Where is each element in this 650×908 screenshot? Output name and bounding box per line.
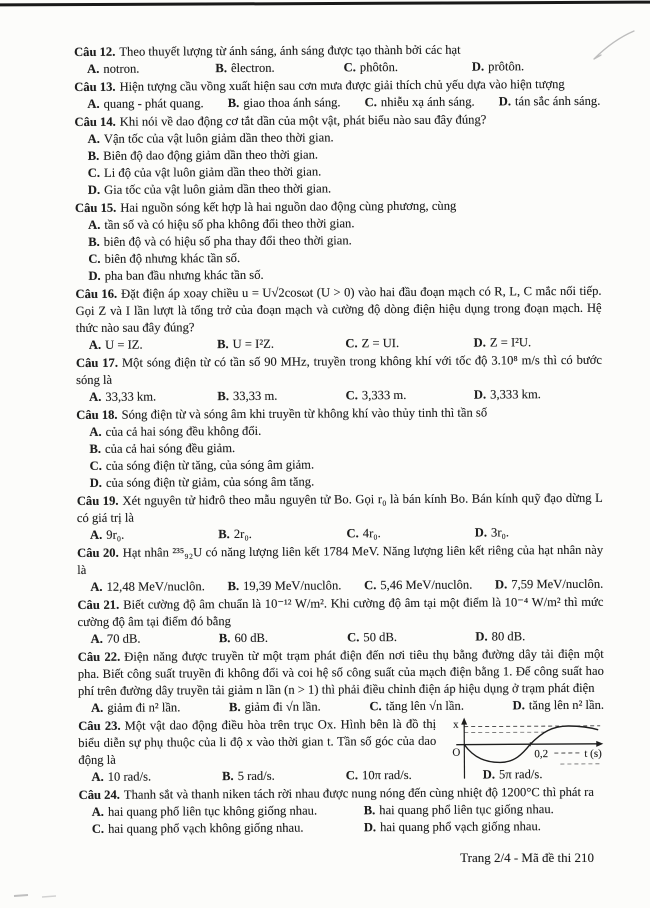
option-a: A. notron. (87, 61, 140, 76)
question-19 (77, 490, 603, 544)
graph-y-label: x (453, 718, 459, 731)
option-d: D. prôtôn. (471, 59, 525, 74)
options-row (78, 697, 604, 717)
exam-content (74, 41, 605, 839)
option-c: C. nhiễu xạ ánh sáng. (364, 94, 475, 110)
option-d: D. 7,59 MeV/nuclôn. (494, 576, 604, 592)
option-c: C. phôtôn. (343, 60, 399, 75)
option-d: D. 5π rad/s. (482, 767, 543, 782)
question-text (76, 352, 602, 389)
question-body: Xét nguyên tử hiđrô theo mẫu nguyên tử Bo. Gọi r₀ là bán kính Bo. Bán kính quỹ đạo dừng L có giá trị là (76, 490, 603, 525)
graph-tick-label: 0,2 (534, 748, 549, 761)
option-b: B. Biên độ dao động giảm dần theo thời gian. (87, 147, 319, 163)
option-b: B. 19,39 MeV/nuclôn. (227, 578, 342, 594)
option-c: C. của sóng điện từ tăng, của sóng âm giảm. (89, 457, 315, 473)
option-c: C. 3,333 m. (345, 387, 407, 403)
question-body: Điện năng được truyền từ một trạm phát điện đến nơi tiêu thụ bằng đường dây tải điện một pha. Biết công suất truyền đi không đổi và coi hệ số công suất của mạch điện bằng 1. Để công suất hao phí trên đường dây truyền tải giảm n lần (n > 1) thì phải điều chỉnh điện áp hiệu dụng ở trạm phát điện (77, 646, 604, 698)
question-21 (77, 594, 603, 648)
scan-edge-line (0, 1, 650, 7)
options-grid (79, 801, 605, 838)
option-b: B. giao thoa ánh sáng. (227, 95, 341, 111)
option-b: B. giảm đi √n lần. (228, 699, 321, 715)
option-a: A. tần số và có hiệu số pha không đổi theo thời gian. (88, 216, 355, 232)
option-c: C. 5,46 MeV/nuclôn. (364, 577, 473, 593)
question-18 (76, 404, 603, 492)
scan-smudge-bottom-left (12, 891, 72, 901)
option-d: D. Z = I²U. (473, 335, 532, 350)
option-d: D. 3r₀. (474, 525, 510, 540)
option-a: A. 33,33 km. (89, 389, 157, 404)
question-body: Thanh sắt và thanh niken tách rời nhau được nung nóng đến cùng nhiệt độ 1200°C thì phát ra (123, 784, 594, 802)
option-d: D. 80 dB. (475, 629, 526, 644)
question-number: Câu 20. (77, 545, 119, 560)
question-text (78, 646, 604, 700)
option-a: A. của cả hai sóng đều không đổi. (89, 423, 262, 439)
question-body: Đặt điện áp xoay chiều u = U√2cosωt (U > 0) vào hai đầu đoạn mạch có R, L, C mắc nối tiếp. Gọi Z và I lần lượt là tổng trở của đoạn mạch và cường độ dòng điện hiệu dụng trong đoạn mạch. Hệ thức nào sau đây đúng? (75, 283, 602, 335)
option-b: B. hai quang phổ liên tục giống nhau. (363, 802, 554, 818)
option-b: B. của cả hai sóng đều giảm. (89, 441, 236, 456)
question-number: Câu 24. (78, 787, 120, 802)
options-list (75, 214, 601, 285)
option-a: A. U = IZ. (88, 337, 143, 352)
question-number: Câu 19. (76, 493, 119, 508)
displacement-time-graph (450, 716, 610, 783)
option-c: C. 4r₀. (346, 526, 381, 541)
question-body: Khi nói về dao động cơ tắt dần của một vật, phát biểu nào sau đây đúng? (119, 112, 487, 129)
question-number: Câu 23. (78, 718, 121, 733)
option-a: A. 70 dB. (90, 631, 141, 646)
option-a: A. giảm đi n² lần. (91, 700, 181, 715)
option-d: D. tán sắc ánh sáng. (498, 93, 601, 109)
option-b: B. biên độ và có hiệu số pha thay đổi theo thời gian. (88, 233, 352, 249)
question-number: Câu 14. (74, 114, 116, 129)
option-d: D. hai quang phổ vạch giống nhau. (363, 819, 541, 835)
option-a: A. 9r₀. (89, 527, 125, 542)
question-body: Sóng điện từ và sóng âm khi truyền từ không khí vào thủy tinh thì tần số (121, 405, 488, 422)
question-body: Hai nguồn sóng kết hợp là hai nguồn dao động cùng phương, cùng (120, 198, 457, 215)
option-a: A. hai quang phổ liên tục không giống nhau. (91, 803, 318, 819)
question-body: Hạt nhân ²³⁵₉₂U có năng lượng liên kết 1784 MeV. Năng lượng liên kết riêng của hạt nhân này là (77, 542, 604, 577)
question-body: Một sóng điện từ có tần số 90 MHz, truyền trong không khí với tốc độ 3.10⁸ m/s thì có bước sóng là (76, 352, 602, 387)
question-number: Câu 12. (74, 44, 116, 59)
option-c: C. biên độ nhưng khác tần số. (88, 250, 241, 266)
option-d: D. tăng lên n² lần. (512, 697, 605, 713)
option-d: D. 3,333 km. (473, 387, 541, 402)
question-number: Câu 22. (77, 649, 121, 664)
question-17 (76, 352, 602, 406)
option-a: A. 10 rad/s. (91, 769, 152, 784)
option-d: D. của sóng điện từ giảm, của sóng âm tăng. (89, 474, 315, 490)
options-list (75, 128, 601, 199)
option-b: B. êlectron. (215, 60, 275, 76)
option-c: C. 10π rad/s. (345, 767, 412, 783)
option-c: C. 50 dB. (347, 630, 398, 645)
option-b: B. 2r₀. (218, 526, 252, 542)
question-body: Biết cường độ âm chuẩn là 10⁻¹² W/m². Khi cường độ âm tại một điểm là 10⁻⁴ W/m² thì mức cường độ âm tại điểm đó bằng (77, 594, 604, 629)
options-row (76, 334, 602, 354)
question-13 (74, 76, 600, 113)
option-d: D. pha ban đầu nhưng khác tần số. (88, 267, 264, 283)
options-row (78, 628, 604, 648)
question-text (77, 542, 603, 579)
option-b: B. 60 dB. (218, 630, 269, 646)
option-c: C. Li độ của vật luôn giảm dần theo thời gian. (87, 164, 322, 180)
question-24 (79, 784, 605, 838)
question-text (77, 490, 603, 527)
option-c: C. Z = UI. (345, 336, 400, 351)
question-number: Câu 16. (75, 286, 118, 301)
question-number: Câu 17. (75, 355, 118, 370)
option-b: B. 33,33 m. (217, 388, 278, 404)
option-b: B. U = I²Z. (217, 336, 275, 352)
question-body: Một vật dao động điều hòa trên trục Ox. Hình bên là đồ thị biểu diễn sự phụ thuộc của li độ x vào thời gian t. Tần số góc của dao động là (78, 716, 437, 767)
question-text (77, 594, 603, 631)
graph-origin-label: O (452, 746, 461, 759)
options-row (76, 386, 602, 406)
option-a: A. quang - phát quang. (87, 96, 204, 111)
question-body: Theo thuyết lượng từ ánh sáng, ánh sáng được tạo thành bởi các hạt (119, 42, 461, 59)
options-row (77, 576, 603, 596)
option-a: A. 12,48 MeV/nuclôn. (90, 579, 205, 594)
options-row (77, 524, 603, 544)
options-list (76, 421, 602, 492)
question-number: Câu 13. (74, 79, 116, 94)
options-row (74, 93, 600, 113)
question-15 (75, 197, 602, 285)
option-c: C. hai quang phổ vạch không giống nhau. (91, 820, 304, 836)
option-a: A. Vận tốc của vật luôn giảm dần theo thời gian. (87, 130, 334, 146)
page-footer: Trang 2/4 - Mã đề thi 210 (460, 850, 594, 865)
question-text (75, 283, 601, 337)
question-number: Câu 21. (77, 597, 120, 612)
question-number: Câu 18. (76, 407, 118, 422)
option-b: B. 5 rad/s. (222, 768, 275, 784)
question-body: Hiện tượng cầu vồng xuất hiện sau cơn mưa được giải thích chủ yếu dựa vào hiện tượng (119, 77, 565, 94)
question-20 (77, 542, 603, 596)
question-16 (75, 283, 601, 354)
question-14 (74, 111, 601, 199)
question-number: Câu 15. (74, 200, 117, 215)
question-23 (78, 715, 604, 786)
question-12 (74, 41, 600, 78)
question-22 (78, 646, 604, 717)
option-c: C. tăng lên √n lần. (369, 698, 464, 714)
option-d: D. Gia tốc của vật luôn giảm dần theo thời gian. (87, 181, 332, 197)
graph-x-label: t (s) (584, 747, 602, 760)
options-row (74, 58, 600, 78)
